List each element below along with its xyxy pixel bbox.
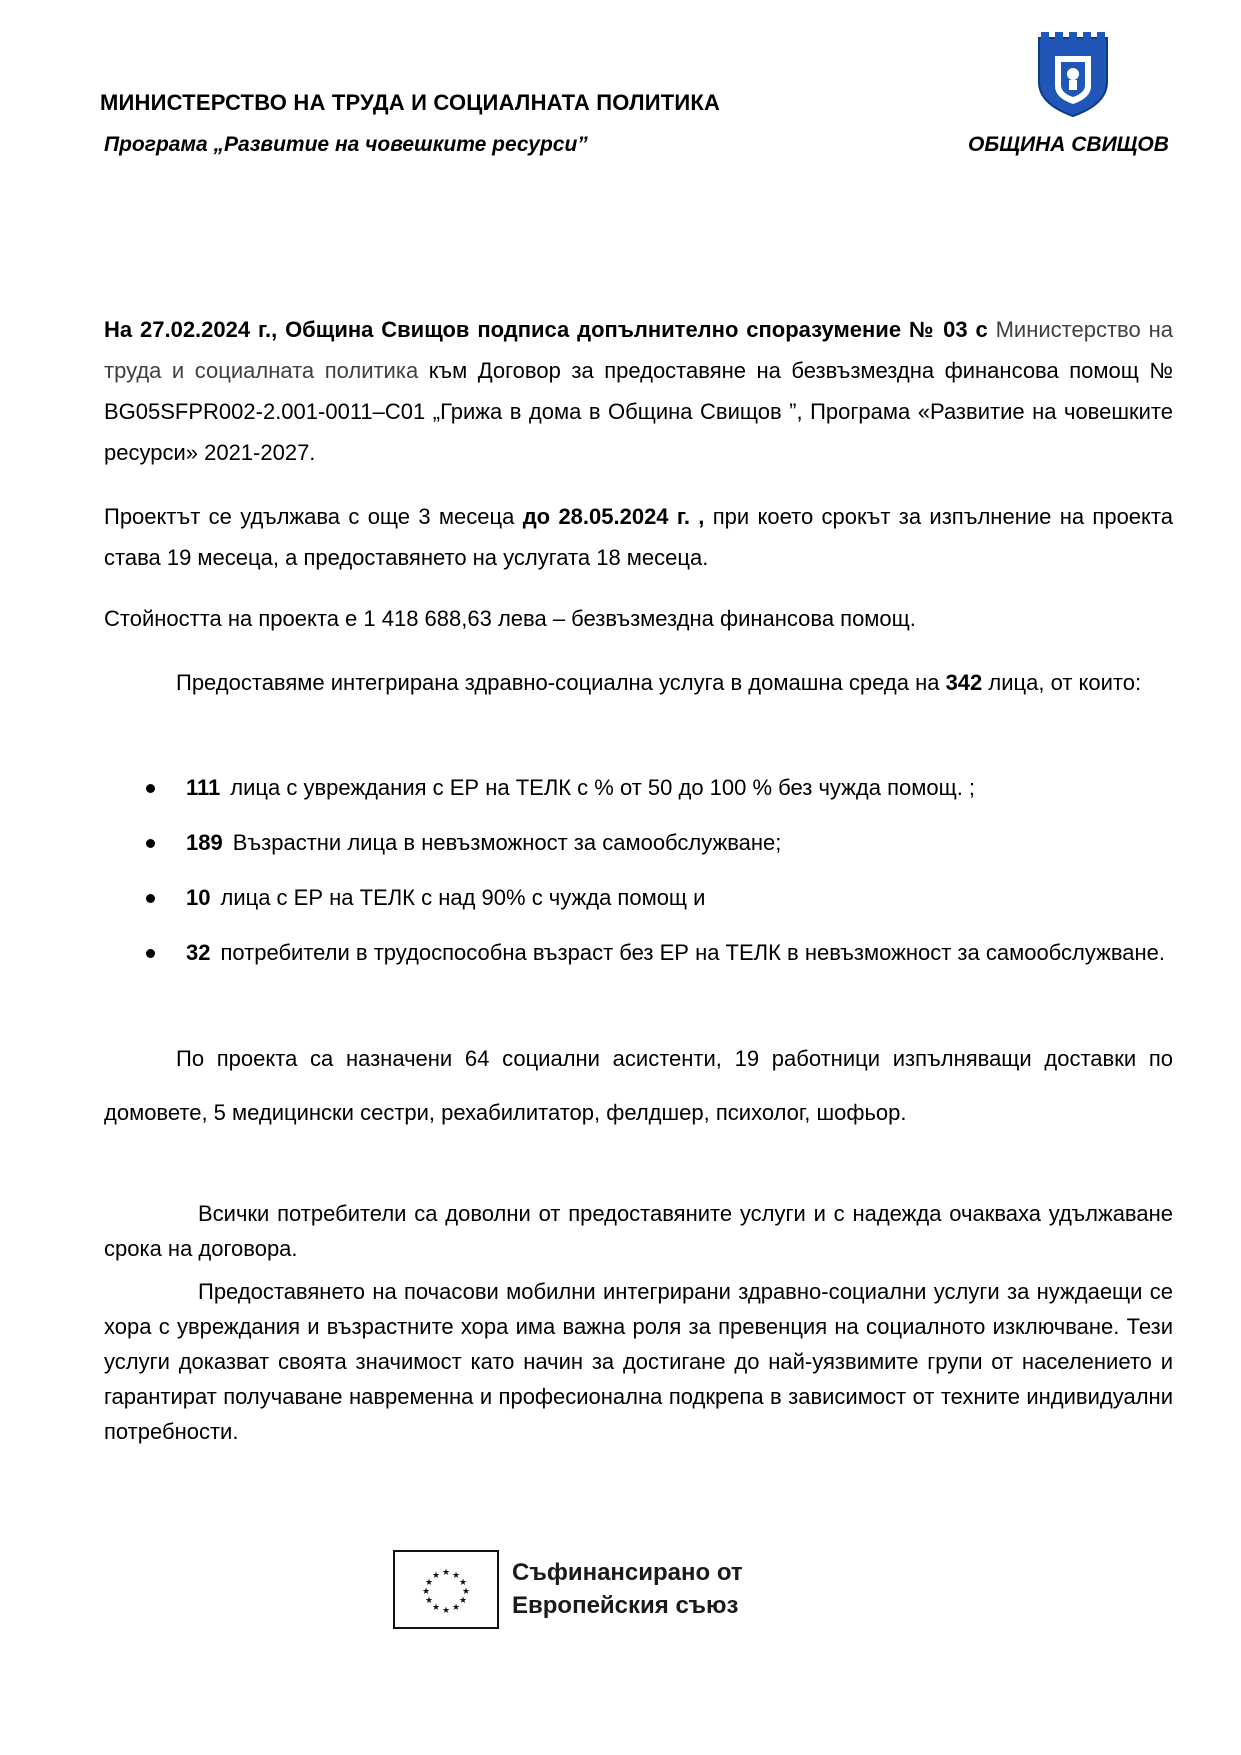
list-item	[104, 760, 1173, 815]
agreement-lead: На 27.02.2024 г., Община Свищов подписа допълнително споразумение № 03 с	[104, 317, 988, 342]
list-item-number: 10	[186, 885, 211, 910]
eu-stars-icon	[395, 1552, 497, 1627]
satisfaction-paragraph: Всички потребители са доволни от предоставяните услуги и с надежда очакваха удължаване срока на договора.	[104, 1201, 1173, 1261]
svg-text:★: ★	[441, 1568, 451, 1578]
list-item-text: потребители в трудоспособна възраст без ЕР на ТЕЛК в невъзможност за самообслужване.	[220, 940, 1166, 965]
svg-text:★: ★	[421, 1587, 431, 1597]
program-title: Програма „Развитие на човешките ресурси”	[104, 133, 588, 156]
extension-text-after: при което срокът за изпълнение на проекта става 19 месеца, а предоставянето на услугата 18 месеца.	[104, 504, 1173, 570]
staff-paragraph: По проекта са назначени 64 социални асистенти, 19 работници изпълняващи доставки по домовете, 5 медицински сестри, рехабилитатор, фелдшер, психолог, шофьор.	[104, 1046, 1173, 1125]
svg-text:★: ★	[451, 1571, 461, 1581]
eu-cofunding-label	[512, 1556, 743, 1622]
list-item	[104, 925, 1173, 980]
list-item-text: лица с увреждания с ЕР на ТЕЛК с % от 50 до 100 % без чужда помощ. ;	[230, 775, 976, 800]
service-intro-after: лица, от които:	[982, 670, 1142, 695]
extension-paragraph	[104, 496, 1173, 578]
importance-paragraph: Предоставянето на почасови мобилни интегрирани здравно-социални услуги за нуждаещи се хора с увреждания и възрастните хора има важна роля за превенция на социалното изключване. Тези услуги доказват своята значимост като начин за достигане до най-уязвимите групи от населението и гарантират получаване навременна и професионална подкрепа в зависимост от техните индивидуални потребности.	[104, 1279, 1173, 1444]
svg-text:★: ★	[441, 1606, 451, 1616]
list-item	[104, 815, 1173, 870]
svg-text:★: ★	[424, 1596, 434, 1606]
bullet-icon	[146, 784, 155, 793]
eu-label-line2: Европейския съюз	[512, 1592, 739, 1619]
eu-flag-logo	[393, 1550, 499, 1629]
svg-text:★: ★	[458, 1578, 468, 1588]
eu-label-line1: Съфинансирано от	[512, 1559, 743, 1586]
municipal-coat-of-arms-icon	[1035, 30, 1111, 118]
ministry-title: МИНИСТЕРСТВО НА ТРУДА И СОЦИАЛНАТА ПОЛИТИКА	[100, 90, 721, 115]
svg-text:★: ★	[461, 1587, 471, 1597]
agreement-details: към Договор за предоставяне на безвъзмездна финансова помощ № BG05SFPR002-2.001-0011–C01 „Грижа в дома в Община Свищов ”, Програма «Развитие на човешките ресурси» 2021-2027.	[104, 358, 1173, 465]
project-value-paragraph: Стойността на проекта е 1 418 688,63 лева – безвъзмездна финансова помощ.	[104, 606, 916, 631]
svg-text:★: ★	[431, 1571, 441, 1581]
beneficiary-list	[104, 760, 1173, 980]
bullet-icon	[146, 949, 155, 958]
agreement-paragraph	[104, 309, 1173, 473]
svg-text:★: ★	[451, 1603, 461, 1613]
service-intro-paragraph	[104, 655, 1173, 710]
service-intro-before: Предоставяме интегрирана здравно-социална услуга в домашна среда на	[176, 670, 946, 695]
beneficiaries-count: 342	[945, 670, 983, 695]
list-item-number: 111	[186, 775, 221, 800]
list-item-number: 189	[186, 830, 223, 855]
extension-text-before: Проектът се удължава с още 3 месеца	[104, 504, 523, 529]
list-item-text: Възрастни лица в невъзможност за самообслужване;	[232, 830, 782, 855]
extension-deadline: до 28.05.2024 г. ,	[522, 504, 705, 529]
bullet-icon	[146, 839, 155, 848]
svg-text:★: ★	[431, 1603, 441, 1613]
svg-text:★: ★	[458, 1596, 468, 1606]
svg-text:★: ★	[424, 1578, 434, 1588]
municipality-title: ОБЩИНА СВИЩОВ	[968, 133, 1169, 156]
list-item	[104, 870, 1173, 925]
list-item-text: лица с ЕР на ТЕЛК с над 90% с чужда помощ и	[220, 885, 706, 910]
ministry-name: Министерство на труда и социалната политика	[104, 317, 1173, 383]
list-item-number: 32	[186, 940, 211, 965]
bullet-icon	[146, 894, 155, 903]
